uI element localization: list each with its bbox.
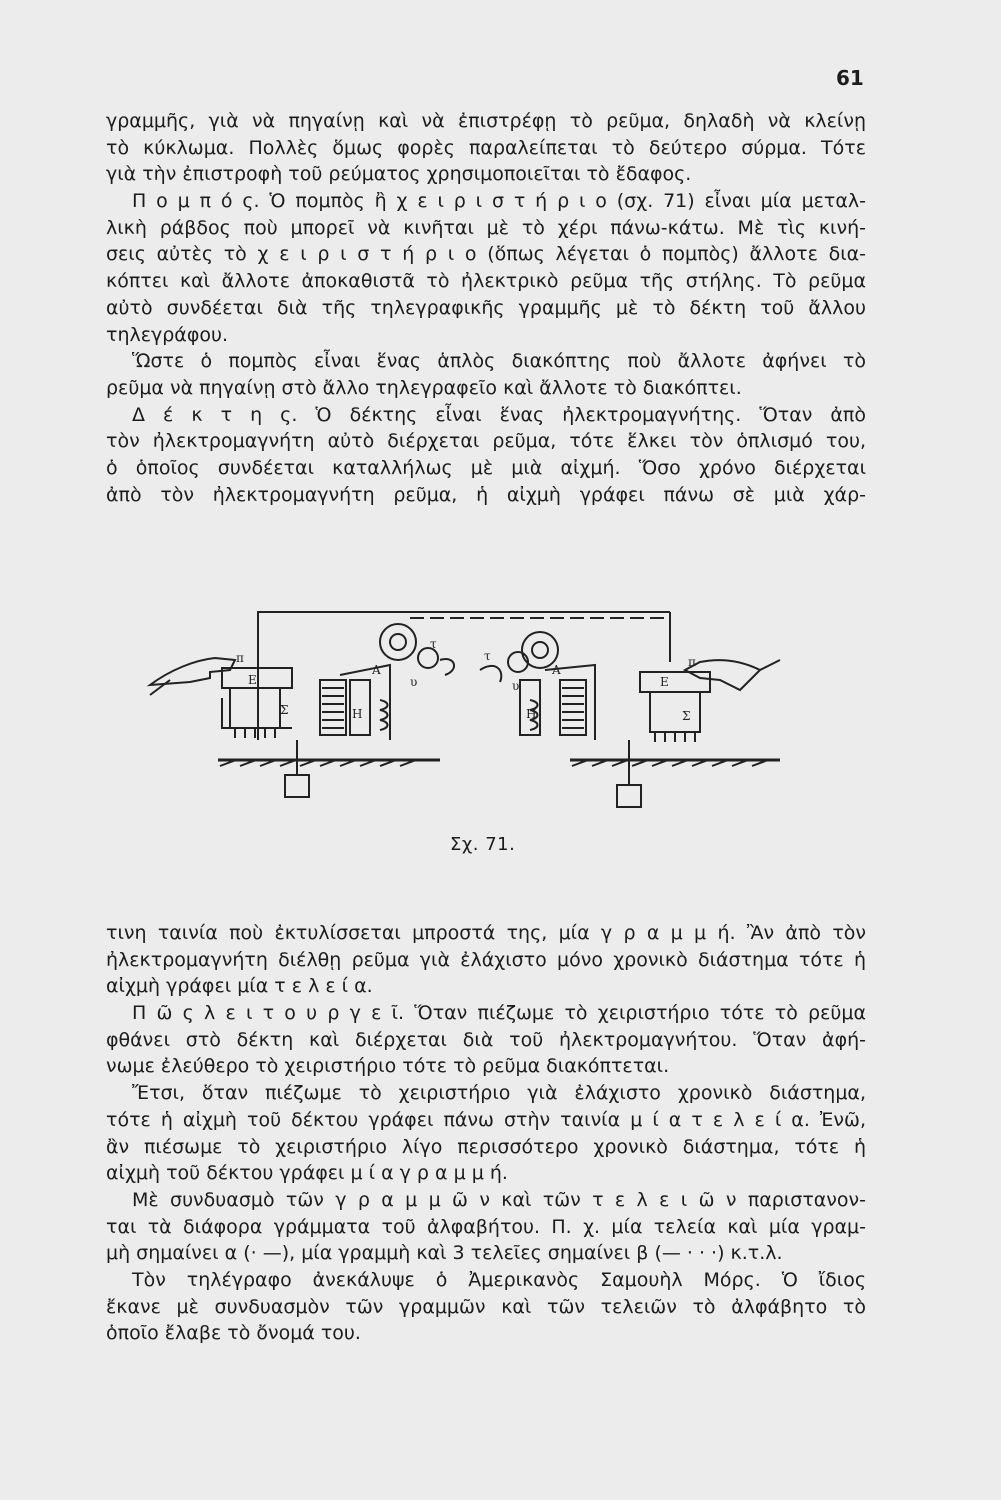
text-line: μὴ σημαίνει α (· —), μία γραμμὴ καὶ 3 τελεῖες σημαίνει β (— · · ·) κ.τ.λ. [106, 1242, 783, 1265]
text-line: γιὰ τὴν ἐπιστροφὴ τοῦ ρεύματος χρησιμοποιεῖται τὸ ἔδαφος. [106, 163, 692, 186]
telegraph-figure [140, 600, 890, 815]
page-number: 61 [836, 66, 864, 90]
label-tau-left: τ [430, 637, 437, 651]
text-line: τὸν ἠλεκτρομαγνήτη αὐτὸ διέρχεται ρεῦμα, τότε ἕλκει τὸν ὁπλισμό του, [106, 430, 866, 453]
tape-wheel-left [380, 624, 416, 660]
text-line: αἰχμὴ γράφει μία τ ε λ ε ί α. [106, 975, 373, 998]
text-line: αἰχμὴ τοῦ δέκτου γράφει μ ί α γ ρ α μ μ ή. [106, 1162, 508, 1185]
figure-caption: Σχ. 71. [450, 834, 516, 855]
earth-plate-left [285, 775, 309, 797]
text-line: αὐτὸ συνδέεται διὰ τῆς τηλεγραφικῆς γραμμῆς μὲ τὸ δέκτη τοῦ ἄλλου [106, 296, 866, 319]
text-block-top [106, 108, 866, 508]
spring-left [380, 700, 388, 730]
text-line: κόπτει καὶ ἄλλοτε ἀποκαθιστᾶ τὸ ἠλεκτρικὸ ρεῦμα τῆς στήλης. Τὸ ρεῦμα [106, 270, 866, 293]
key-right [640, 672, 710, 692]
label-tau-right: τ [484, 649, 491, 663]
label-upsilon-right: υ [512, 679, 520, 693]
text-line: ἠλεκτρομαγνήτη διέλθῃ ρεῦμα γιὰ ἐλάχιστο μόνο χρονικὸ διάστημα τότε ἡ [106, 948, 866, 971]
paragraph-dektis-start: Δ έ κ τ η ς. Ὁ δέκτης εἶναι ἕνας ἠλεκτρομαγνήτης. Ὅταν ἀπὸ [132, 403, 866, 426]
label-eta-right: Η [526, 707, 537, 721]
text-line: ἔκανε μὲ συνδυασμὸν τῶν γραμμῶν καὶ τῶν τελειῶν τὸ ἀλφάβητο τὸ [106, 1295, 866, 1318]
text-line: ἂν πιέσωμε τὸ χειριστήριο λίγο περισσότερο χρονικὸ διάστημα, τότε ἡ [106, 1135, 866, 1158]
text-line: νωμε ἐλεύθερο τὸ χειριστήριο τότε τὸ ρεῦμα διακόπτεται. [106, 1055, 670, 1078]
label-alpha-right: Α [552, 663, 561, 677]
text-line: φθάνει στὸ δέκτη καὶ διέρχεται διὰ τοῦ ἠλεκτρομαγνήτου. Ὅταν ἀφή- [106, 1028, 866, 1051]
text-line: ὁ ὁποῖος συνδέεται καταλλήλως μὲ μιὰ αἰχμή. Ὅσο χρόνο διέρχεται [106, 456, 866, 479]
text-line: Ἔτσι, ὅταν πιέζωμε τὸ χειριστήριο γιὰ ἐλάχιστο χρονικὸ διάστημα, [132, 1082, 866, 1105]
text-line: σεις αὐτὲς τὸ χ ε ι ρ ι σ τ ή ρ ι ο (ὅπως λέγεται ὁ πομπὸς) ἄλλοτε δια- [106, 243, 866, 266]
text-line: λικὴ ράβδος ποὺ μπορεῖ νὰ κινῆται μὲ τὸ χέρι πάνω-κάτω. Μὲ τὶς κινή- [106, 216, 866, 239]
battery-left [230, 688, 280, 728]
label-e-right: Ε [660, 675, 669, 689]
text-block-bottom [106, 920, 866, 1347]
text-line: ρεῦμα νὰ πηγαίνῃ στὸ ἄλλο τηλεγραφεῖο καὶ ἄλλοτε τὸ διακόπτει. [106, 376, 742, 399]
text-line: Μὲ συνδυασμὸ τῶν γ ρ α μ μ ῶ ν καὶ τῶν τ ε λ ε ι ῶ ν παριστανον- [132, 1188, 866, 1211]
text-line: ὁποῖο ἔλαβε τὸ ὄνομά του. [106, 1322, 361, 1345]
label-sigma-right: Σ [682, 709, 691, 723]
label-pi-right: π [688, 655, 696, 669]
text-line: τὸ κύκλωμα. Πολλὲς ὅμως φορὲς παραλείπεται τὸ δεύτερο σύρμα. Τότε [106, 136, 866, 159]
label-pi-left: π [236, 651, 244, 665]
text-line: τινη ταινία ποὺ ἐκτυλίσσεται μπροστά της, μία γ ρ α μ μ ή. Ἂν ἀπὸ τὸν [106, 922, 866, 944]
label-sigma-left: Σ [280, 703, 289, 717]
text-line: γραμμῆς, γιὰ νὰ πηγαίνῃ καὶ νὰ ἐπιστρέφῃ τὸ ρεῦμα, δηλαδὴ νὰ κλείνῃ [106, 110, 866, 132]
text-line: Τὸν τηλέγραφο ἀνεκάλυψε ὁ Ἀμερικανὸς Σαμουὴλ Μόρς. Ὁ ἴδιος [132, 1268, 866, 1291]
battery-right [650, 692, 700, 732]
telegraph-diagram [140, 600, 890, 815]
paragraph-pos-leitourgei-start: Π ῶ ς λ ε ι τ ο υ ρ γ ε ῖ. Ὅταν πιέζωμε τὸ χειριστήριο τότε τὸ ρεῦμα [132, 1002, 866, 1025]
hand-right [685, 660, 760, 690]
label-upsilon-left: υ [410, 675, 418, 689]
paragraph-pompos-start: Π ο μ π ό ς. Ὁ πομπὸς ἢ χ ε ι ρ ι σ τ ή ρ ι ο (σχ. 71) εἶναι μία μεταλ- [132, 190, 866, 213]
text-line: ται τὰ διάφορα γράμματα τοῦ ἀλφαβήτου. Π. χ. μία τελεία καὶ μία γραμ- [106, 1215, 866, 1238]
text-line: Ὥστε ὁ πομπὸς εἶναι ἕνας ἁπλὸς διακόπτης ποὺ ἄλλοτε ἀφήνει τὸ [132, 350, 866, 373]
label-e-left: Ε [248, 673, 257, 687]
text-line: τηλεγράφου. [106, 323, 229, 346]
label-eta-left: Η [352, 707, 363, 721]
text-line: ἀπὸ τὸν ἠλεκτρομαγνήτη ρεῦμα, ἡ αἰχμὴ γράφει πάνω σὲ μιὰ χάρ- [106, 483, 866, 506]
label-alpha-left: Α [372, 663, 381, 677]
text-line: τότε ἡ αἰχμὴ τοῦ δέκτου γράφει πάνω στὴν ταινία μ ί α τ ε λ ε ί α. Ἐνῶ, [106, 1108, 866, 1131]
earth-plate-right [617, 785, 641, 807]
